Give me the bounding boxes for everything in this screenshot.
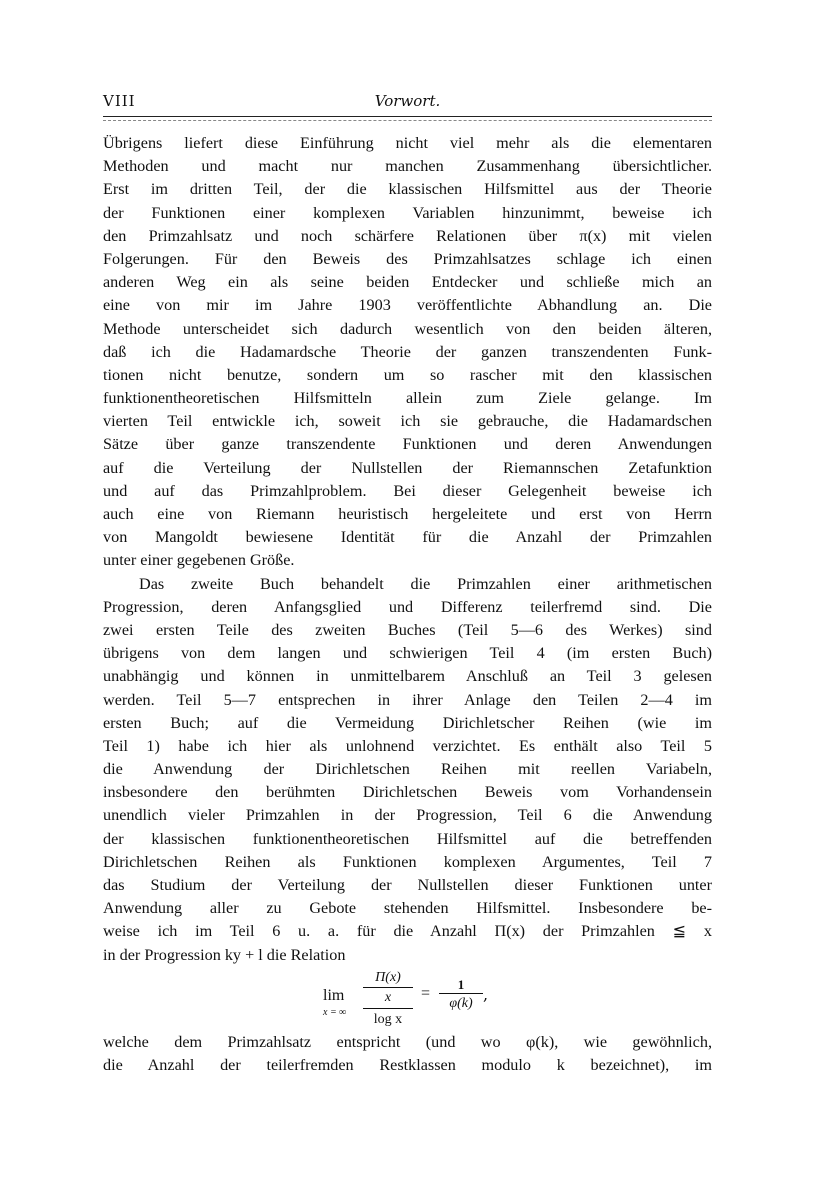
formula-left-fraction [363,969,413,1029]
formula-equals: = [421,984,431,1002]
text-line: den Primzahlsatz und noch schärfere Relationen über π(x) mit vielen [103,226,712,245]
text-line: Anwendung aller zu Gebote stehenden Hilfsmittel. Insbesondere be- [103,899,712,918]
text-line: Übrigens liefert diese Einführung nicht viel mehr als die elementaren [103,134,712,152]
page-header [103,92,712,118]
text-line: zwei ersten Teile des zweiten Buches (Teil 5—6 des Werkes) sind [103,620,712,639]
text-line: funktionentheoretischen Hilfsmitteln allein zum Ziele gelange. Im [103,389,712,408]
text-line: von Mangoldt bewiesene Identität für die Anzahl der Primzahlen [103,528,712,547]
limit-formula [103,967,712,1031]
text-line: Dirichletschen Reihen als Funktionen komplexen Argumentes, Teil 7 [103,852,712,871]
formula-trailing-comma: , [483,984,489,1004]
text-line: unendlich vieler Primzahlen in der Progression, Teil 6 die Anwendung [103,806,712,825]
text-line: Sätze über ganze transzendente Funktionen und deren Anwendungen [103,435,712,454]
text-line: Erst im dritten Teil, der die klassischen Hilfsmittel aus der Theorie [103,180,712,199]
text-line: Methoden und macht nur manchen Zusammenhang übersichtlicher. [103,157,712,176]
formula-outer-denominator: log x [363,1008,413,1029]
text-line: auch eine von Riemann heuristisch hergeleitete und erst von Herrn [103,505,712,523]
formula-rhs-denominator: φ(k) [439,993,483,1012]
text-line: eine von mir im Jahre 1903 veröffentlichte Abhandlung an. Die [103,296,712,315]
text-line: vierten Teil entwickle ich, soweit ich sie gebrauche, die Hadamardschen [103,412,712,431]
text-line: weise ich im Teil 6 u. a. für die Anzahl Π(x) der Primzahlen ≦ x [103,922,712,941]
text-line: in der Progression ky + l die Relation [103,945,346,964]
text-line: Methode unterscheidet sich dadurch wesentlich von den beiden älteren, [103,319,712,338]
text-line: werden. Teil 5—7 entsprechen in ihrer Anlage den Teilen 2—4 im [103,690,712,709]
text-line: tionen nicht benutze, sondern um so rascher mit den klassischen [103,365,712,384]
page-number: VIII [103,92,136,110]
formula-inner-denominator: x [363,987,413,1006]
text-line: auf die Verteilung der Nullstellen der Riemannschen Zetafunktion [103,458,712,477]
text-line: Das zweite Buch behandelt die Primzahlen einer arithmetischen [139,574,712,593]
formula-numerator: Π(x) [375,969,401,985]
text-line: anderen Weg ein als seine beiden Entdecker und schließe mich an [103,273,712,292]
body-text [103,132,712,1077]
formula-lim: lim [323,986,345,1004]
text-line: daß ich die Hadamardsche Theorie der ganzen transzendenten Funk- [103,342,712,361]
running-title: Vorwort. [374,92,441,110]
paragraph-block-before-formula [103,132,712,967]
text-line: welche dem Primzahlsatz entspricht (und wo φ(k), wie gewöhnlich, [103,1032,712,1051]
formula-right-fraction [439,977,483,1012]
text-line: der Funktionen einer komplexen Variablen hinzunimmt, beweise ich [103,203,712,222]
text-line: Progression, deren Anfangsglied und Differenz teilerfremd sind. Die [103,597,712,616]
text-line: Folgerungen. Für den Beweis des Primzahlsatzes schlage ich einen [103,249,712,268]
header-rule [103,116,712,117]
text-line: die Anzahl der teilerfremden Restklassen modulo k bezeichnet), im [103,1055,712,1074]
header-rule-secondary [103,120,712,121]
text-line: übrigens von dem langen und schwierigen Teil 4 (im ersten Buch) [103,644,712,663]
formula-rhs-numerator: 1 [457,976,465,992]
text-line: Teil 1) habe ich hier als unlohnend verzichtet. Es enthält also Teil 5 [103,736,712,755]
text-line: ersten Buch; auf die Vermeidung Dirichletscher Reihen (wie im [103,713,712,732]
text-line: und auf das Primzahlproblem. Bei dieser Gelegenheit beweise ich [103,481,712,500]
formula-lim-subscript: x = ∞ [323,1006,347,1018]
text-line: insbesondere den berühmten Dirichletschen Beweis vom Vorhandensein [103,783,712,802]
text-line: unter einer gegebenen Größe. [103,551,295,570]
paragraph-block-after-formula [103,1031,712,1077]
text-line: der klassischen funktionentheoretischen Hilfsmittel auf die betreffenden [103,829,712,848]
text-line: das Studium der Verteilung der Nullstellen dieser Funktionen unter [103,876,712,894]
text-line: die Anwendung der Dirichletschen Reihen mit reellen Variabeln, [103,760,712,779]
text-line: unabhängig und können in unmittelbarem Anschluß an Teil 3 gelesen [103,667,712,686]
